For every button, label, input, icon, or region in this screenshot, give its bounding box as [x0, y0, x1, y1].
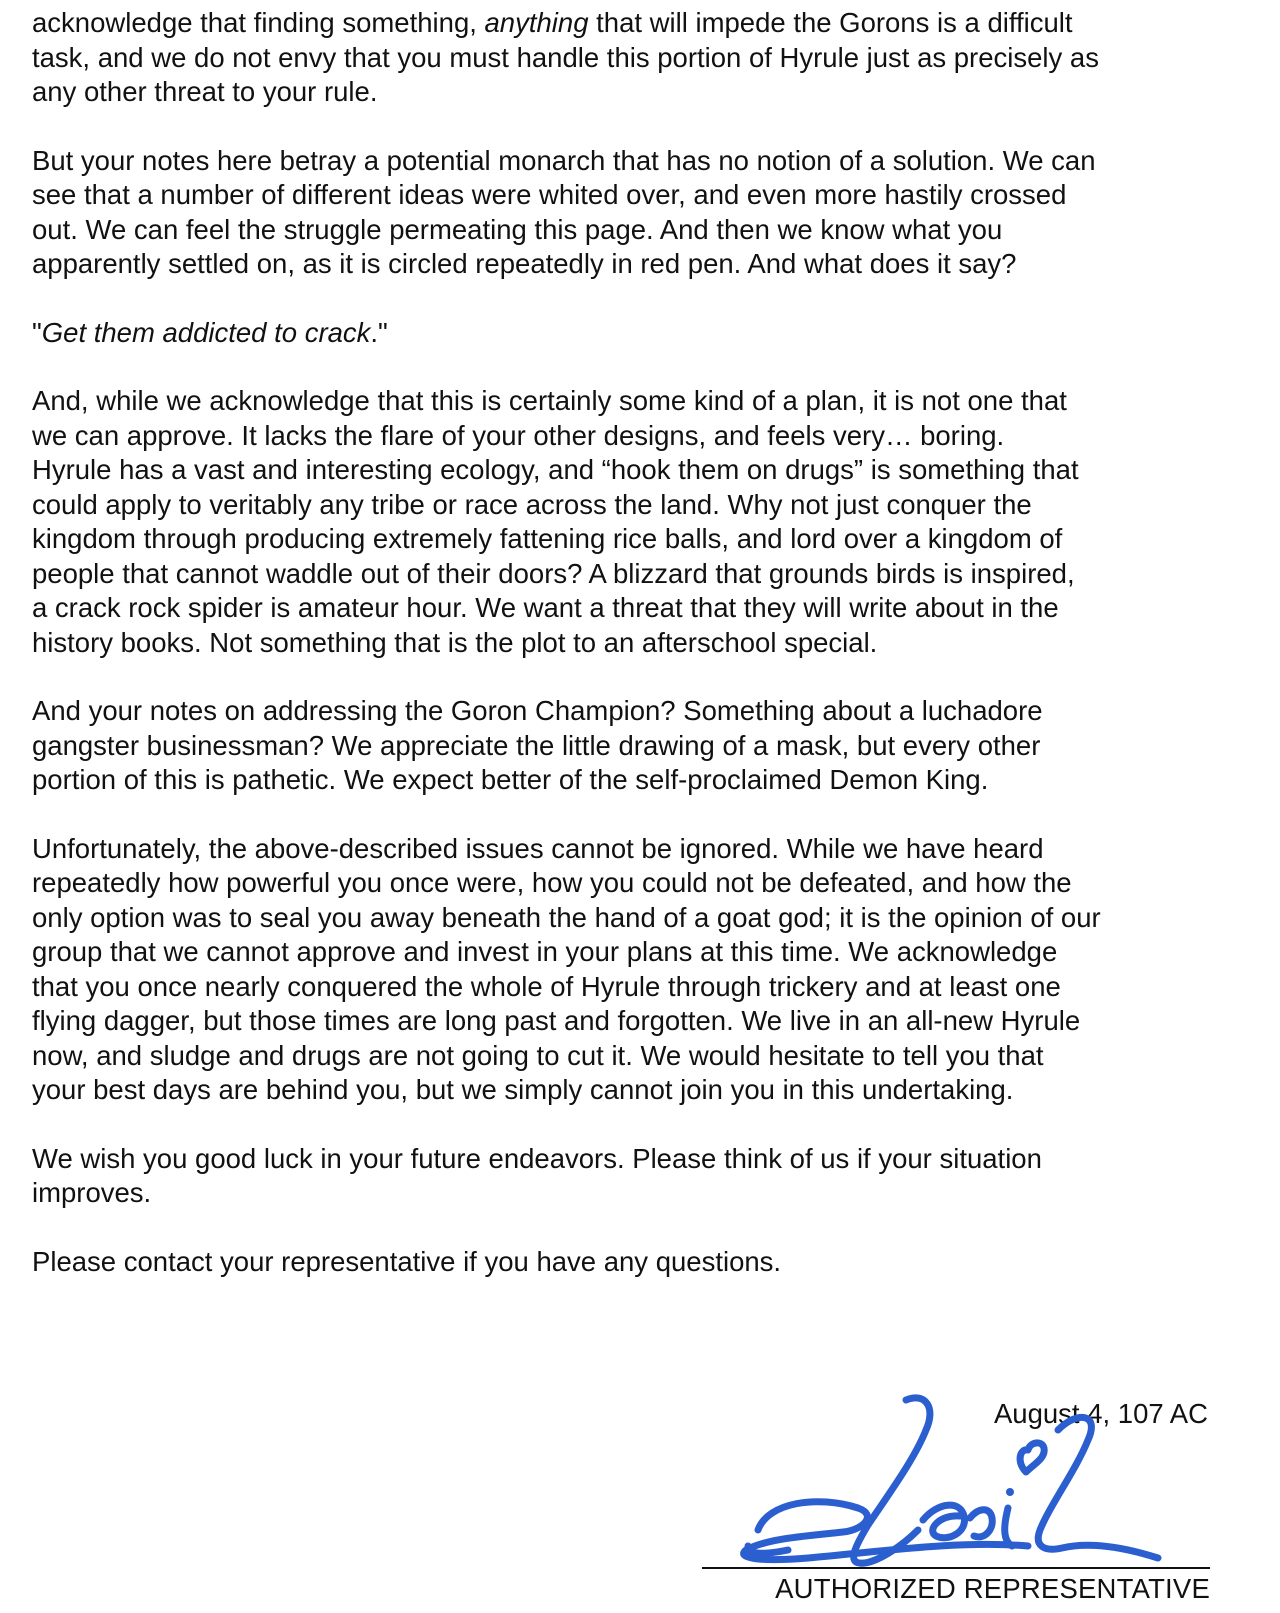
- paragraph-5: And your notes on addressing the Goron Champion? Something about a luchadore gangster businessman? We appreciate the little drawing of a mask, but every other portion of this is pathetic. We expect better of the self-proclaimed Demon King.: [32, 695, 1043, 795]
- paragraph-1: [32, 6, 1232, 110]
- paragraph-7: We wish you good luck in your future endeavors. Please think of us if your situation improves.: [32, 1142, 1042, 1208]
- paragraph-8: Please contact your representative if you have any questions.: [32, 1245, 782, 1277]
- paragraph-1-emphasis: anything: [484, 7, 589, 38]
- signature-line: [702, 1567, 1210, 1569]
- quote-emphasis: Get them addicted to crack: [41, 316, 371, 348]
- paragraph-3-quote: [32, 316, 1232, 351]
- handwritten-signature: [728, 1390, 1188, 1580]
- letter-body: [32, 6, 1232, 1313]
- quote-close: .": [370, 316, 388, 348]
- paragraph-1-end: that will impede the Gorons is a difficult task, and we do not envy that you must handle this portion of Hyrule just as precisely as any other threat to your rule.: [32, 7, 1099, 107]
- paragraph-4: And, while we acknowledge that this is certainly some kind of a plan, it is not one that we can approve. It lacks the flare of your other designs, and feels very… boring. Hyrule has a vast and interesting ecology, and “hook them on drugs” is something that could apply to veritably any tribe or race across the land. Why not just conquer the kingdom through producing extremely fattening rice balls, and lord over a kingdom of people that cannot waddle out of their doors? A blizzard that grounds birds is inspired, a crack rock spider is amateur hour. We want a threat that they will write about in the history books. Not something that is the plot to an afterschool special.: [32, 385, 1079, 658]
- paragraph-1-start: acknowledge that finding something,: [32, 7, 485, 38]
- paragraph-6: Unfortunately, the above-described issues cannot be ignored. While we have heard repeatedly how powerful you once were, how you could not be defeated, and how the only option was to seal you away beneath the hand of a goat god; it is the opinion of our group that we cannot approve and invest in your plans at this time. We acknowledge that you once nearly conquered the whole of Hyrule through trickery and at least one flying dagger, but those times are long past and forgotten. We live in an all-new Hyrule now, and sludge and drugs are not going to cut it. We would hesitate to tell you that your best days are behind you, but we simply cannot join you in this undertaking.: [32, 832, 1101, 1105]
- letter-date: August 4, 107 AC: [993, 1398, 1208, 1429]
- signature-caption: AUTHORIZED REPRESENTATIVE: [775, 1573, 1210, 1604]
- quote-open: ": [32, 316, 42, 348]
- paragraph-2: But your notes here betray a potential monarch that has no notion of a solution. We can see that a number of different ideas were whited over, and even more hastily crossed out. We can feel the struggle permeating this page. And then we know what you apparently settled on, as it is circled repeatedly in red pen. And what does it say?: [32, 144, 1096, 279]
